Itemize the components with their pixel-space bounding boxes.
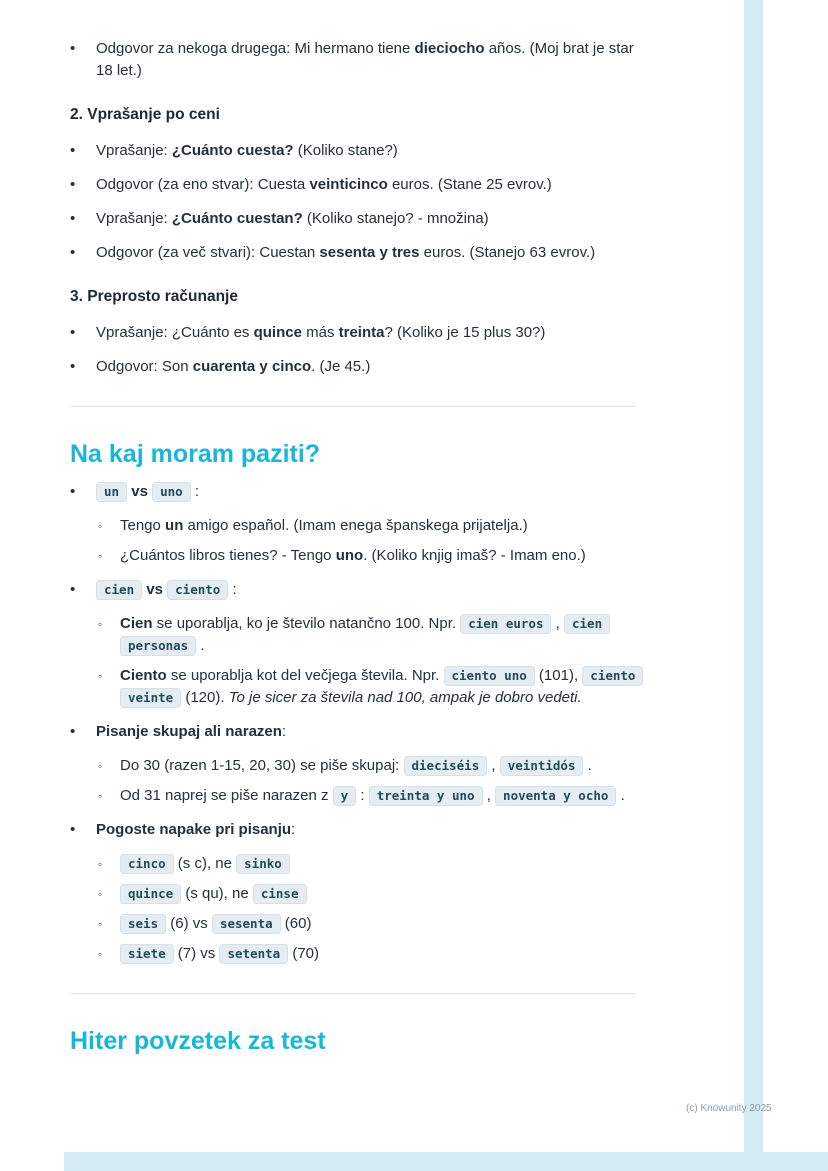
page-bottom-strip: [64, 1152, 828, 1171]
list-item: [98, 613, 636, 657]
list-item-text: Vprašanje: ¿Cuánto es quince más treinta? (Koliko je 15 plus 30?): [96, 324, 546, 341]
bullet-icon: •: [70, 821, 76, 838]
list-item: [70, 174, 636, 196]
code-chip: un: [96, 482, 127, 502]
list-item-text: siete (7) vs setenta (70): [120, 943, 636, 965]
list-item: [98, 515, 636, 537]
code-chip: cien personas: [120, 614, 610, 656]
list-item: [98, 853, 636, 875]
list-item-text: un vs uno :: [96, 481, 636, 503]
bullet-icon: •: [70, 142, 76, 159]
bullet-icon: •: [70, 581, 76, 598]
list-item: [70, 208, 636, 230]
list-item-text: Od 31 naprej se piše narazen z y : treinta y uno , noventa y ocho .: [120, 787, 625, 804]
section-heading: 2. Vprašanje po ceni: [70, 106, 220, 123]
section-title: Hiter povzetek za test: [70, 1027, 326, 1055]
list-item: [70, 38, 636, 82]
divider: [70, 406, 636, 407]
list-item: [98, 665, 636, 709]
list-item: [70, 322, 636, 344]
list-item: [98, 545, 636, 567]
list-item-text: Vprašanje: ¿Cuánto cuestan? (Koliko stanejo? - množina): [96, 210, 489, 227]
code-chip: cinco: [120, 854, 174, 874]
sub-bullet-icon: ◦: [98, 789, 103, 803]
watermark: (c) Knowunity 2025: [686, 1103, 772, 1114]
list-item: [70, 721, 636, 743]
list-item-text: Pisanje skupaj ali narazen:: [96, 723, 287, 740]
code-chip: cinse: [253, 884, 307, 904]
bullet-icon: •: [70, 723, 76, 740]
list-item-text: ¿Cuántos libros tienes? - Tengo uno. (Koliko knjig imaš? - Imam eno.): [120, 547, 586, 564]
list-item-text: Odgovor: Son cuarenta y cinco. (Je 45.): [96, 358, 371, 375]
code-chip: noventa y ocho: [495, 786, 616, 806]
sub-bullet-icon: ◦: [98, 549, 103, 563]
code-chip: uno: [152, 482, 191, 502]
list-item-text: Do 30 (razen 1-15, 20, 30) se piše skupaj: dieciséis , veintidós .: [120, 757, 592, 774]
section-heading: 3. Preprosto računanje: [70, 288, 238, 305]
list-item: [98, 883, 636, 905]
section-title: Na kaj moram paziti?: [70, 440, 321, 468]
document-content: [70, 26, 636, 1064]
list-item: [70, 242, 636, 264]
sub-bullet-icon: ◦: [98, 759, 103, 773]
code-chip: ciento: [167, 580, 228, 600]
list-item-text: cinco (s c), ne sinko: [120, 853, 636, 875]
code-chip: ciento uno: [444, 666, 535, 686]
list-item: [70, 819, 636, 841]
list-item-text: cien vs ciento :: [96, 579, 636, 601]
list-item-text: Odgovor (za več stvari): Cuestan sesenta y tres euros. (Stanejo 63 evrov.): [96, 244, 596, 261]
code-chip: cien euros: [460, 614, 551, 634]
list-item: [70, 140, 636, 162]
sub-bullet-icon: ◦: [98, 669, 103, 683]
list-item-text: Ciento se uporablja kot del večjega števila. Npr. ciento uno (101), ciento veinte (120). To je sicer za števila nad 100, ampak je dobro vedeti.: [120, 665, 636, 709]
bullet-icon: •: [70, 210, 76, 227]
list-item: [98, 755, 636, 777]
list-item-text: Odgovor za nekoga drugega: Mi hermano tiene dieciocho años. (Moj brat je star 18 let.): [96, 40, 634, 79]
divider: [70, 993, 636, 994]
code-chip: setenta: [219, 944, 288, 964]
code-chip: sesenta: [212, 914, 281, 934]
bullet-icon: •: [70, 244, 76, 261]
list-item-text: quince (s qu), ne cinse: [120, 883, 636, 905]
bullet-icon: •: [70, 324, 76, 341]
bullet-icon: •: [70, 40, 76, 57]
list-item-text: Tengo un amigo español. (Imam enega španskega prijatelja.): [120, 517, 528, 534]
code-chip: dieciséis: [404, 756, 488, 776]
sub-bullet-icon: ◦: [98, 947, 103, 961]
list-item: [70, 579, 636, 601]
list-item: [70, 356, 636, 378]
code-chip: y: [333, 786, 357, 806]
bullet-icon: •: [70, 176, 76, 193]
code-chip: veintidós: [500, 756, 584, 776]
list-item-text: Pogoste napake pri pisanju:: [96, 821, 296, 838]
code-chip: seis: [120, 914, 166, 934]
sub-bullet-icon: ◦: [98, 519, 103, 533]
sub-bullet-icon: ◦: [98, 917, 103, 931]
page-edge-strip: [744, 0, 763, 1171]
list-item: [98, 913, 636, 935]
code-chip: siete: [120, 944, 174, 964]
list-item-text: Odgovor (za eno stvar): Cuesta veinticinco euros. (Stane 25 evrov.): [96, 176, 552, 193]
code-chip: treinta y uno: [369, 786, 483, 806]
list-item: [70, 481, 636, 503]
list-item: [98, 785, 636, 807]
list-item-text: seis (6) vs sesenta (60): [120, 913, 636, 935]
list-item-text: Vprašanje: ¿Cuánto cuesta? (Koliko stane?): [96, 142, 398, 159]
list-item-text: Cien se uporablja, ko je število natančno 100. Npr. cien euros , cien personas .: [120, 613, 636, 657]
sub-bullet-icon: ◦: [98, 887, 103, 901]
code-chip: cien: [96, 580, 142, 600]
bullet-icon: •: [70, 483, 76, 500]
sub-bullet-icon: ◦: [98, 857, 103, 871]
code-chip: ciento veinte: [120, 666, 643, 708]
sub-bullet-icon: ◦: [98, 617, 103, 631]
code-chip: quince: [120, 884, 181, 904]
list-item: [98, 943, 636, 965]
bullet-icon: •: [70, 358, 76, 375]
code-chip: sinko: [236, 854, 290, 874]
